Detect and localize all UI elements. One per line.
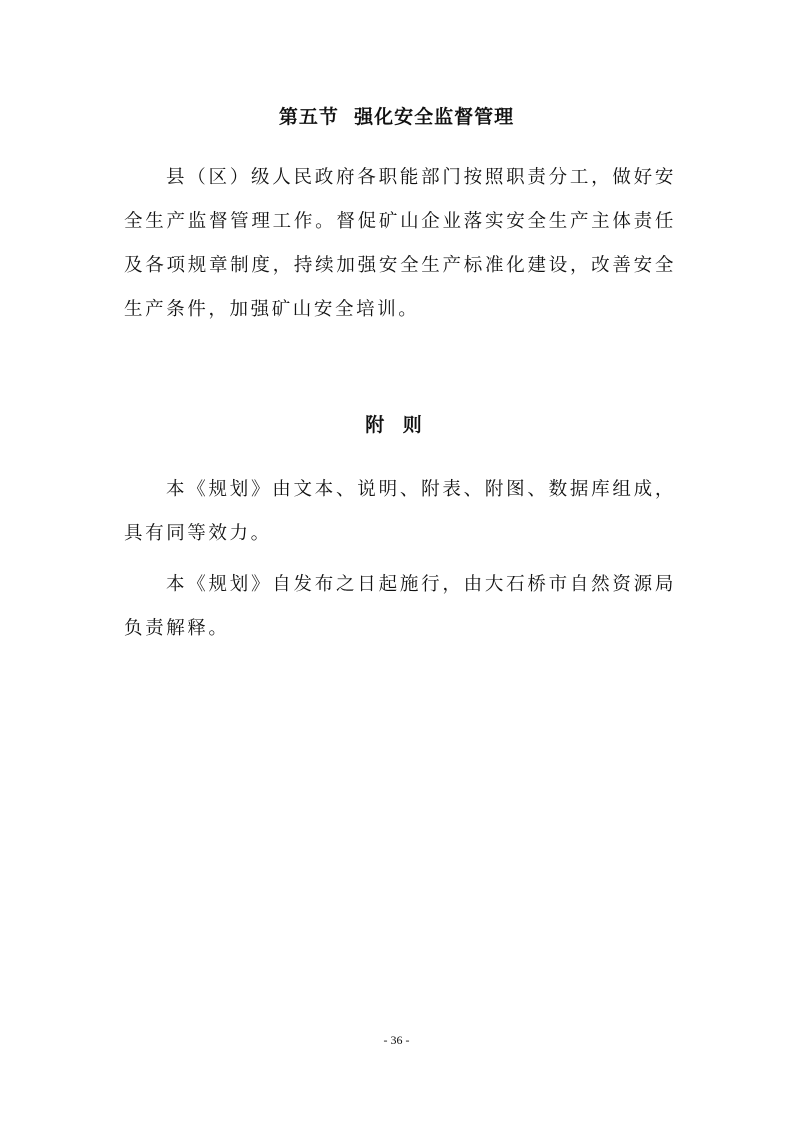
appendix-paragraph-2: 本《规划》自发布之日起施行，由大石桥市自然资源局负责解释。 [124,574,676,639]
section-title: 第五节 强化安全监督管理 [278,106,515,128]
appendix-paragraph-1: 本《规划》由文本、说明、附表、附图、数据库组成，具有同等效力。 [124,479,676,544]
appendix-title: 附 则 [365,414,428,436]
section-paragraph: 县（区）级人民政府各职能部门按照职责分工，做好安全生产监督管理工作。督促矿山企业落实安全生产主体责任及各项规章制度，持续加强安全生产标准化建设，改善安全生产条件，加强矿山安全培训。 [124,167,676,320]
page-number: - 36 - [383,1033,410,1047]
